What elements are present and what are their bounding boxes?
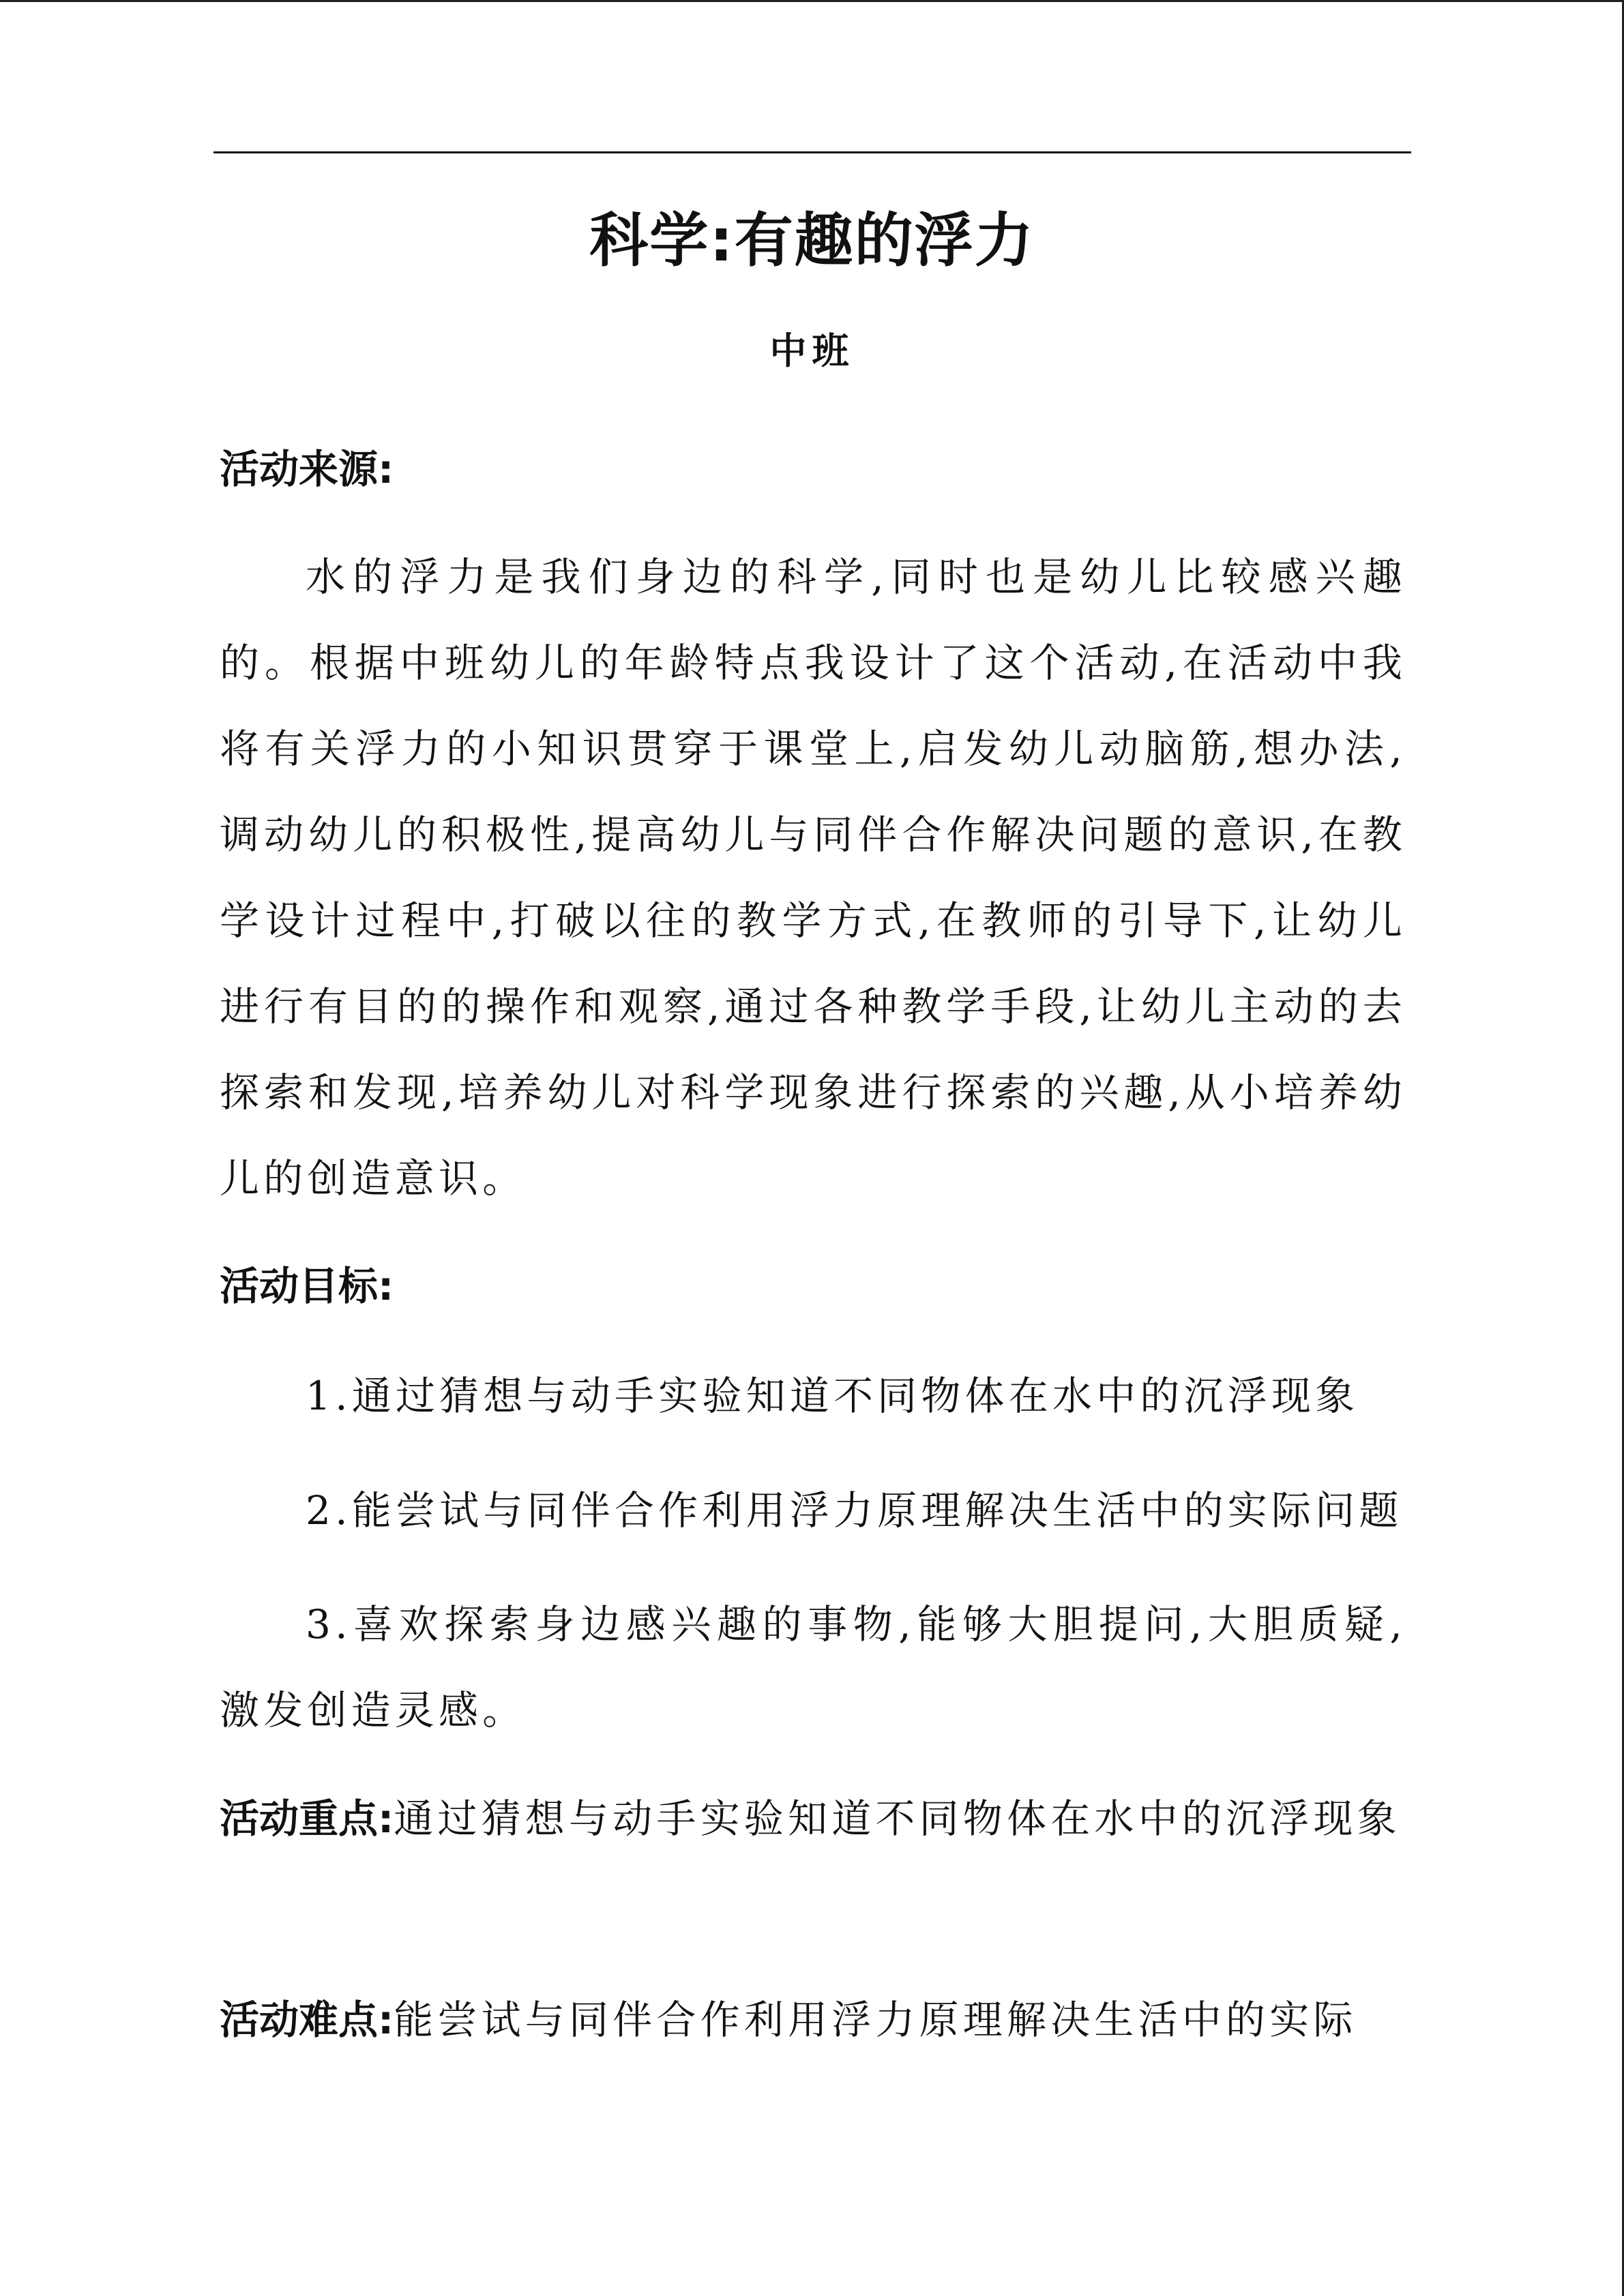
key-point-text: 通过猜想与动手实验知道不同物体在水中的沉浮现象	[394, 1795, 1401, 1842]
section-heading-source: 活动来源:	[220, 446, 394, 492]
difficulty-text: 能尝试与同伴合作利用浮力原理解决生活中的实际	[394, 1997, 1357, 2043]
header-rule	[213, 151, 1411, 153]
key-point-label: 活动重点:	[220, 1795, 394, 1842]
difficulty-label: 活动难点:	[220, 1997, 394, 2043]
goal-item-1: 1.通过猜想与动手实验知道不同物体在水中的沉浮现象	[306, 1373, 1359, 1419]
key-point-block	[220, 1776, 1406, 1862]
document-title: 科学:有趣的浮力	[589, 207, 1035, 275]
goal-item-2: 2.能尝试与同伴合作利用浮力原理解决生活中的实际问题	[306, 1487, 1403, 1534]
section-heading-goals: 活动目标:	[220, 1263, 394, 1309]
document-subtitle: 中班	[769, 329, 855, 372]
page-border-top	[0, 0, 1624, 2]
difficulty-block	[220, 1977, 1406, 2063]
source-paragraph: 水的浮力是我们身边的科学,同时也是幼儿比较感兴趣的。根据中班幼儿的年龄特点我设计了这个活动,在活动中我将有关浮力的小知识贯穿于课堂上,启发幼儿动脑筋,想办法,调动幼儿的积极性,提高幼儿与同伴合作解决问题的意识,在教学设计过程中,打破以往的教学方式,在教师的引导下,让幼儿进行有目的的操作和观察,通过各种教学手段,让幼儿主动的去探索和发现,培养幼儿对科学现象进行探索的兴趣,从小培养幼儿的创造意识。	[220, 554, 1406, 1202]
goal-item-3: 3.喜欢探索身边感兴趣的事物,能够大胆提问,大胆质疑,激发创造灵感。	[220, 1601, 1406, 1733]
